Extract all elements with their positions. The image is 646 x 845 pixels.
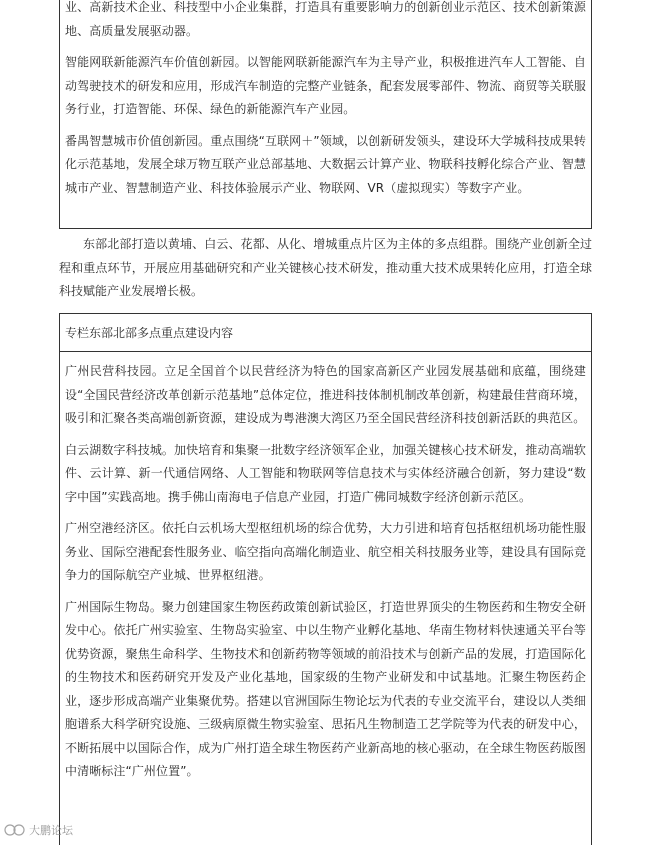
column-box-east-north — [59, 313, 592, 845]
box2-paragraph-2: 白云湖数字科技城。加快培育和集聚一批数字经济领军企业，加强关键核心技术研发，推动高端软件、云计算、新一代通信网络、人工智能和物联网等信息技术与实体经济融合创新，努力建设“数字中国”实践高地。携手佛山南海电子信息产业园，打造广佛同城数字经济创新示范区。 — [65, 442, 586, 504]
body-paragraph: 东部北部打造以黄埔、白云、花都、从化、增城重点片区为主体的多点组群。围绕产业创新全过程和重点环节，开展应用基础研究和产业关键核心技术研发，推动重大技术成果转化应用，打造全球科技赋能产业发展增长极。 — [59, 237, 592, 298]
watermark-text: 大鹏论坛 — [29, 824, 73, 837]
column-box-top — [59, 0, 592, 229]
box1-paragraph-2: 智能网联新能源汽车价值创新园。以智能网联新能源汽车为主导产业，积极推进汽车人工智能、自动驾驶技术的研发和应用，形成汽车制造的完整产业链条，配套发展零部件、物流、商贸等关联服务行业，打造智能、环保、绿色的新能源汽车产业园。 — [65, 55, 586, 116]
watermark-logo-icon — [4, 823, 26, 837]
box2-paragraph-1: 广州民营科技园。立足全国首个以民营经济为特色的国家高新区产业园发展基础和底蕴，围绕建设“全国民营经济改革创新示范基地”总体定位，推进科技体制机制改革创新，构建最佳营商环境，吸引和汇聚各类高端创新资源，建设成为粤港澳大湾区乃至全国民营经济科技创新活跃的典范区。 — [65, 364, 586, 425]
box2-paragraph-3: 广州空港经济区。依托白云机场大型枢纽机场的综合优势，大力引进和培育包括枢纽机场功能性服务业、国际空港配套性服务业、临空指向高端化制造业、航空相关科技服务业等，建设具有国际竞争力的国际航空产业城、世界枢纽港。 — [65, 521, 586, 582]
box2-paragraph-4: 广州国际生物岛。聚力创建国家生物医药政策创新试验区，打造世界顶尖的生物医药和生物安全研发中心。依托广州实验室、生物岛实验室、中以生物产业孵化基地、华南生物材料快速通关平台等优势资源，聚焦生命科学、生物技术和创新药物等领域的前沿技术与创新产品的发展，打造国际化的生物技术和医药研究开发及产业化基地，国家级的生物产业研发和中试基地。汇聚生物医药企业，逐步形成高端产业集聚优势。搭建以官洲国际生物论坛为代表的专业交流平台，建设以人类细胞谱系大科学研究设施、三级病原微生物实验室、思拓凡生物制造工艺学院等为代表的研发中心，不断拓展中以国际合作，成为广州打造全球生物医药产业新高地的核心驱动，在全球生物医药版图中清晰标注“广州位置”。 — [65, 599, 586, 778]
column-box-body — [60, 352, 591, 784]
watermark — [4, 822, 73, 838]
box1-paragraph-1: 业、高新技术企业、科技型中小企业集群，打造具有重要影响力的创新创业示范区、技术创新策源地、高质量发展驱动器。 — [65, 0, 586, 38]
box1-paragraph-3: 番禺智慧城市价值创新园。重点围绕“互联网＋”领域，以创新研发领头，建设环大学城科技成果转化示范基地，发展全球万物互联产业总部基地、大数据云计算产业、物联科技孵化综合产业、智慧城市产业、智慧制造产业、科技体验展示产业、物联网、VR（虚拟现实）等数字产业。 — [65, 133, 586, 195]
column-box-title: 专栏东部北部多点重点建设内容 — [60, 314, 591, 352]
